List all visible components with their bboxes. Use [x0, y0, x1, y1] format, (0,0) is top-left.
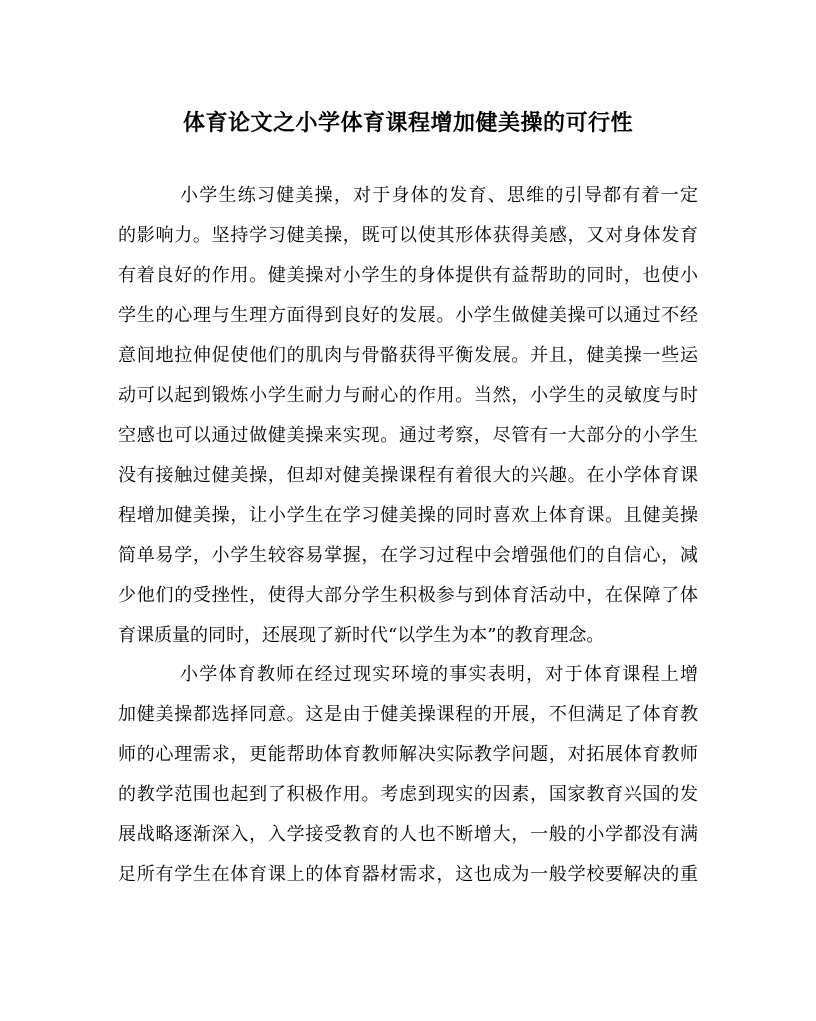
- paragraph-line: 足所有学生在体育课上的体育器材需求，这也成为一般学校要解决的重: [118, 864, 698, 885]
- paragraph-line: 有着良好的作用。健美操对小学生的身体提供有益帮助的同时，也使小: [118, 265, 698, 286]
- paragraph-line: 动可以起到锻炼小学生耐力与耐心的作用。当然，小学生的灵敏度与时: [118, 385, 698, 406]
- paragraph-line: 少他们的受挫性，使得大部分学生积极参与到体育活动中，在保障了体: [118, 585, 698, 606]
- paragraph-line: 育课质量的同时，还展现了新时代“以学生为本”的教育理念。: [118, 625, 605, 646]
- paragraph-line: 意间地拉伸促使他们的肌肉与骨骼获得平衡发展。并且，健美操一些运: [118, 345, 698, 366]
- paragraph-line: 的影响力。坚持学习健美操，既可以使其形体获得美感，又对身体发育: [118, 225, 698, 246]
- paragraph-line: 加健美操都选择同意。这是由于健美操课程的开展，不但满足了体育教: [118, 704, 698, 725]
- paragraph-line: 小学体育教师在经过现实环境的事实表明，对于体育课程上增: [180, 664, 698, 685]
- paragraph-line: 空感也可以通过做健美操来实现。通过考察，尽管有一大部分的小学生: [118, 425, 698, 446]
- paragraph-line: 的教学范围也起到了积极作用。考虑到现实的因素，国家教育兴国的发: [118, 784, 698, 805]
- paragraph-line: 没有接触过健美操，但却对健美操课程有着很大的兴趣。在小学体育课: [118, 465, 698, 486]
- document-title: 体育论文之小学体育课程增加健美操的可行性: [182, 110, 633, 136]
- paragraph-line: 学生的心理与生理方面得到良好的发展。小学生做健美操可以通过不经: [118, 305, 698, 326]
- paragraph-line: 简单易学，小学生较容易掌握，在学习过程中会增强他们的自信心，减: [118, 545, 698, 566]
- paragraph-line: 小学生练习健美操，对于身体的发育、思维的引导都有着一定: [180, 185, 698, 206]
- paragraph-line: 展战略逐渐深入，入学接受教育的人也不断增大，一般的小学都没有满: [118, 824, 698, 845]
- paragraph-line: 师的心理需求，更能帮助体育教师解决实际教学问题，对拓展体育教师: [118, 744, 698, 765]
- paragraph-line: 程增加健美操，让小学生在学习健美操的同时喜欢上体育课。且健美操: [118, 505, 698, 526]
